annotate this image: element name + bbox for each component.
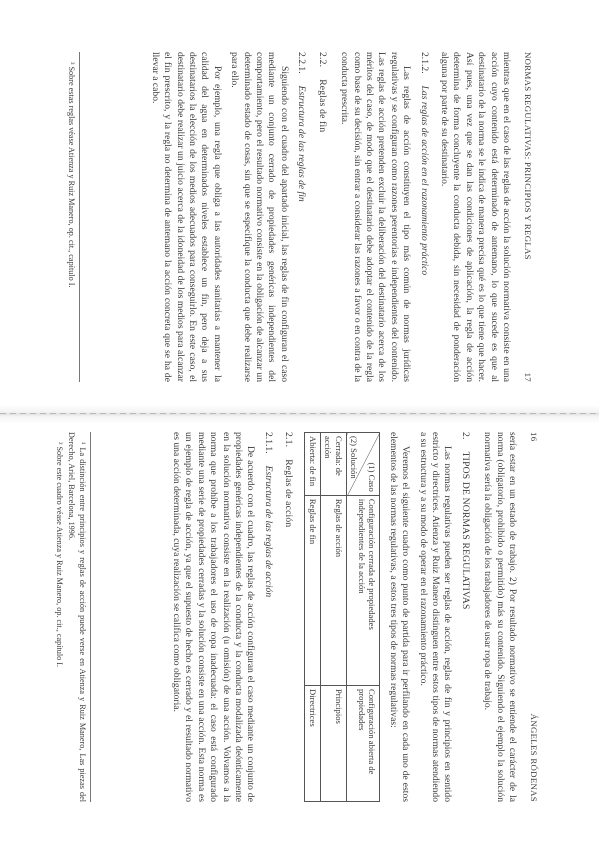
subsection-heading	[262, 432, 274, 802]
book-page-right	[64, 52, 534, 382]
subsection-title: Las reglas de acción en el razonamiento práctico	[418, 85, 430, 276]
footnote: ² Sobre este cuadro véase Atienza y Ruiz Manero, op. cit., capítulo I.	[55, 442, 65, 668]
footnotes	[52, 432, 91, 802]
subsection-number: 2.1.1.	[262, 432, 274, 454]
paragraph-end-rules-example: Por ejemplo, una regla que obliga a las autoridades sanitarias a mantener la calidad del agua en determinados niveles establece un fin, pero deja a sus destinatarios la elección de los medios adecuados para conseguirlo. En este caso, el destinatario debe realizar un juicio acerca de la idoneidad de los medios para alcanzar el fin prescrito, y la regla no determina de antemano la acción concreta que se ha de llevar a cabo.	[149, 52, 223, 382]
table-cell: Principios	[320, 686, 346, 802]
table-corner-bottom: (2) Solución	[348, 436, 359, 479]
table-col-header: Configuración cerrada de propiedades independientes de la acción	[346, 495, 380, 685]
table-row-header: Cerrada: de acción	[320, 433, 346, 496]
table-cell: Directrices	[305, 686, 320, 802]
table-corner-cell	[346, 433, 380, 496]
book-page-left	[52, 432, 540, 802]
section-number: 2.	[459, 432, 471, 440]
paragraph-structure: De acuerdo con el cuadro, las reglas de acción configuran el caso mediante un conjunto de propiedades genéricas independientes de la conducta y la conducta modalizada deónticamente en la solución normativa consiste en la realización (u omisión) de una acción. Volvamos a la norma que prohíbe a los trabajadores el uso de ropa inadecuada: el caso está configurado mediante una serie de propiedades cerradas y la solución consiste en una acción. Esta norma es un ejemplo de regla de acción, ya que el supuesto de hecho es cerrado y el resultado normativo es una acción determinada, cuya realización se califica como obligatoria.	[171, 432, 257, 802]
subsection-heading	[417, 52, 429, 382]
norm-types-table	[304, 432, 380, 802]
page-number: 17	[523, 372, 533, 382]
section-number: 2.1.	[283, 432, 295, 448]
section-title: Reglas de fin	[316, 79, 328, 133]
paragraph-continuation: mientras que en el caso de las reglas de acción la solución normativa consiste en una acción cuyo contenido está determinado de antemano, lo que sucede es que al destinatario de la norma se le indica de manera precisa qué es lo que tiene que hacer. Así pues, una vez que se dan las condiciones de aplicación, la regla de acción determina de forma concluyente la conducta debida, sin necesidad de ponderación alguna por parte de su destinatario.	[438, 52, 512, 382]
subsection-heading	[295, 52, 307, 382]
page-body	[165, 432, 518, 802]
running-head-title: NORMAS REGULATIVAS: PRINCIPIOS Y REGLAS	[523, 52, 533, 260]
book-gutter-shadow	[0, 405, 599, 423]
page-number: 16	[529, 432, 539, 442]
subsection-number: 2.1.2.	[418, 52, 430, 74]
footnote: ¹ La distinción entre principios y reglas de acción puede verse en Atienza y Ruiz Manero, Las piezas del Derecho, Ariel, Barcelona, 1996.	[67, 432, 87, 802]
table-cell: Reglas de fin	[305, 495, 320, 685]
page-body	[143, 52, 512, 382]
paragraph-intro: sería estar en un estado de trabajo. 2) Por resultado normativo se entiende el carácter de la norma (obligatorio, prohibido o permitido) más su contenido. Siguiendo el ejemplo la solución normativa sería la obligación de los trabajadores de usar ropa de trabajo.	[482, 432, 518, 802]
subsection-title: Estructura de las reglas de fin	[296, 85, 308, 202]
table-corner-top: (1) Caso	[367, 462, 378, 492]
footnotes	[64, 52, 80, 382]
table-row-header: Abierta: de fin	[305, 433, 320, 496]
subsection-number: 2.2.1.	[296, 52, 308, 74]
section-title: TIPOS DE NORMAS REGULATIVAS	[459, 451, 471, 610]
section-title: Reglas de acción	[283, 459, 295, 528]
book-gutter-line	[0, 413, 599, 414]
section-heading	[315, 52, 327, 382]
subsection-title: Estructura de las reglas de acción	[262, 465, 274, 598]
table-cell: Reglas de acción	[320, 495, 346, 685]
section-number: 2.2.	[316, 52, 328, 68]
paragraph-table-intro: Veremos el siguiente cuadro como punto de partida para ir perfilando en cada uno de estos elementos de las normas regulativas, a estos tres tipos de normas regulativas:	[387, 432, 412, 802]
paragraph-end-rules: Siguiendo con el cuadro del apartado inicial, las reglas de fin configuran el caso mediante un conjunto cerrado de propiedades genéricas independientes del comportamiento, pero el resultado normativo consiste en la obligación de alcanzar un determinado estado de cosas, sin que se especifique la conducta que debe realizarse para ello.	[229, 52, 290, 382]
paragraph-reasoning: Las reglas de acción constituyen el tipo más común de normas jurídicas regulativas y se configuran como razones perentorias e independientes del contenido. Las reglas de acción pretenden excluir la deliberación del destinatario acerca de los méritos del caso, de modo que el destinatario debe adoptar el contenido de la regla como base de su decisión, sin entrar a considerar las razones a favor o en contra de la conducta prescrita.	[339, 52, 413, 382]
section-heading	[282, 432, 294, 802]
footnote: ³ Sobre estas reglas véase Atienza y Ruiz Manero, op. cit., capítulo I.	[67, 62, 77, 288]
running-head-title: ÁNGELES RÓDENAS	[529, 713, 539, 802]
table-col-header: Configuración abierta de propiedades	[346, 686, 380, 802]
paragraph-types: Las normas regulativas pueden ser reglas de acción, reglas de fin y principios en sentido estricto y directrices. Atienza y Ruiz Manero distinguen entre estos tipos de normas atendiendo a su estructura y a su modo de operar en el razonamiento práctico.	[417, 432, 454, 802]
section-heading	[458, 432, 470, 802]
